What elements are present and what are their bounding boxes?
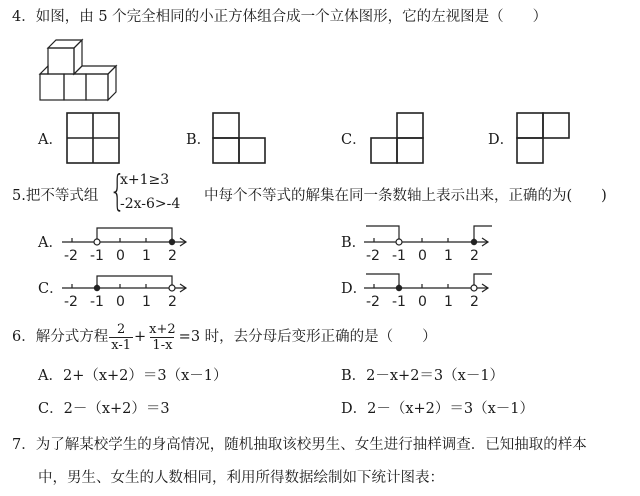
q6-stem-post: =3 时，去分母后变形正确的是（ ） bbox=[178, 329, 437, 345]
tick-label: 1 bbox=[444, 248, 453, 264]
tick-label: -1 bbox=[392, 294, 406, 310]
tick-label: 0 bbox=[116, 248, 125, 264]
q7-line-2: 中，男生、女生的人数相同，利用所得数据绘制如下统计图表： bbox=[38, 470, 444, 486]
q6-fraction-1-numerator: 2 bbox=[116, 321, 126, 337]
tick-label: -2 bbox=[366, 248, 380, 264]
q5-inequality-system bbox=[108, 166, 204, 218]
q4-option-d-label: D． bbox=[488, 132, 515, 148]
q5-option-a-number-line bbox=[62, 222, 192, 262]
q4-option-a-figure bbox=[66, 112, 122, 166]
tick-label: 0 bbox=[116, 294, 125, 310]
tick-label: -2 bbox=[64, 294, 78, 310]
q5-option-b-number-line bbox=[364, 222, 494, 262]
q4-option-a-label: A． bbox=[38, 132, 63, 148]
q6-option-c: C．2－（x+2）＝3 bbox=[38, 401, 170, 417]
q5-option-d-label: D． bbox=[341, 281, 368, 297]
q5-option-d-number-line bbox=[364, 268, 494, 308]
q5-option-a-label: A． bbox=[38, 235, 63, 251]
tick-label: 1 bbox=[444, 294, 453, 310]
q5-inequality-2: -2x-6>-4 bbox=[120, 196, 181, 212]
q5-inequality-1: x+1≥3 bbox=[120, 172, 170, 188]
q6-option-a: A．2+（x+2）＝3（x－1） bbox=[38, 368, 228, 384]
q6-plus: + bbox=[134, 329, 147, 345]
q5-stem-pre: 5.把不等式组 bbox=[12, 188, 99, 204]
tick-label: 0 bbox=[418, 248, 427, 264]
tick-label: 2 bbox=[168, 294, 177, 310]
tick-label: -1 bbox=[392, 248, 406, 264]
tick-label: -1 bbox=[90, 248, 104, 264]
tick-label: -1 bbox=[90, 294, 104, 310]
q4-option-d-figure bbox=[516, 112, 572, 166]
q5-brace: { bbox=[109, 166, 126, 215]
tick-label: 1 bbox=[142, 248, 151, 264]
q6-fraction-2 bbox=[147, 322, 178, 353]
tick-label: 0 bbox=[418, 294, 427, 310]
q4-stem: 4．如图，由 5 个完全相同的小正方体组合成一个立体图形，它的左视图是（ ） bbox=[12, 9, 548, 25]
q5-option-c-label: C． bbox=[38, 281, 64, 297]
q6-option-b: B．2－x+2＝3（x－1） bbox=[341, 368, 505, 384]
q4-option-c-figure bbox=[370, 112, 426, 166]
q5-option-b-label: B． bbox=[341, 235, 367, 251]
tick-label: 2 bbox=[470, 294, 479, 310]
tick-label: 2 bbox=[470, 248, 479, 264]
q5-stem-post: 中每个不等式的解集在同一条数轴上表示出来，正确的为( ) bbox=[204, 188, 607, 204]
q4-option-b-label: B． bbox=[186, 132, 212, 148]
q4-cube-figure bbox=[38, 38, 120, 104]
q6-fraction-1 bbox=[109, 322, 133, 353]
q6-fraction-2-denominator: 1-x bbox=[152, 337, 173, 353]
q6-option-d: D．2－（x+2）＝3（x－1） bbox=[341, 401, 535, 417]
q4-option-b-figure bbox=[212, 112, 268, 166]
q7-line-1: 7．为了解某校学生的身高情况，随机抽取该校男生、女生进行抽样调查．已知抽取的样本 bbox=[12, 437, 587, 453]
q6-stem-pre: 6．解分式方程 bbox=[12, 329, 109, 345]
q6-fraction-1-denominator: x-1 bbox=[111, 337, 132, 353]
q6-fraction-2-numerator: x+2 bbox=[149, 321, 176, 337]
tick-label: 1 bbox=[142, 294, 151, 310]
q5-option-c-number-line bbox=[62, 268, 192, 308]
tick-label: -2 bbox=[366, 294, 380, 310]
q6-stem bbox=[12, 320, 437, 354]
tick-label: -2 bbox=[64, 248, 78, 264]
tick-label: 2 bbox=[168, 248, 177, 264]
q4-option-c-label: C． bbox=[341, 132, 367, 148]
